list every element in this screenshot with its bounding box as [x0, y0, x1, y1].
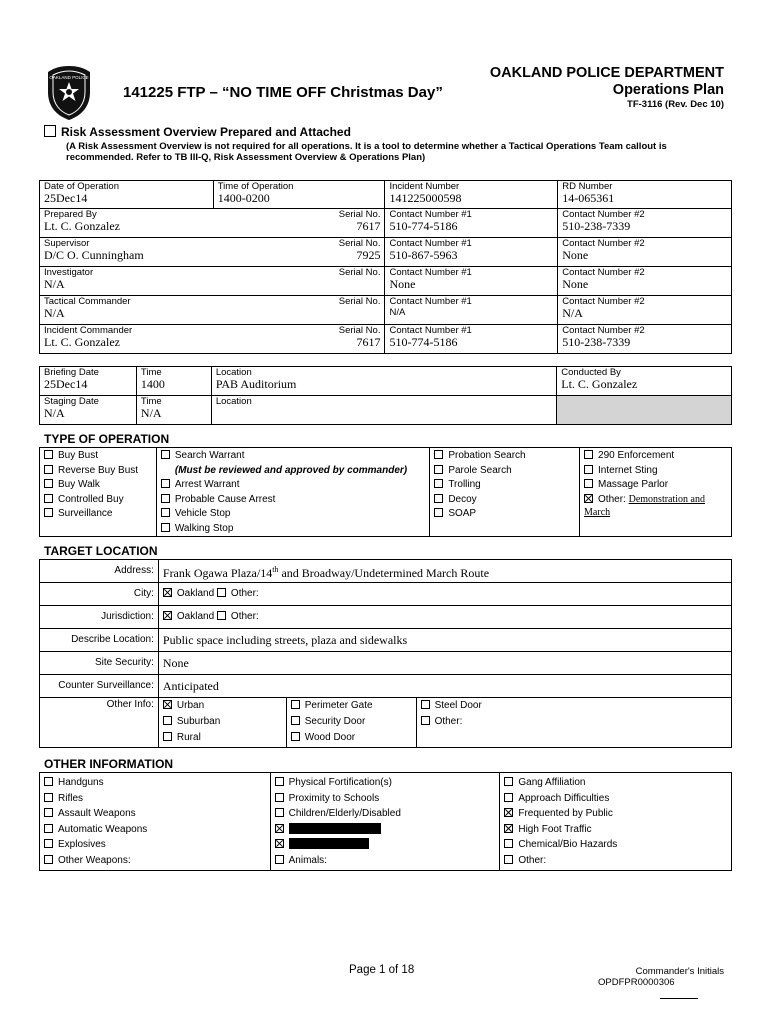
option-label: Buy Bust: [58, 450, 99, 461]
contact1-value: 510-774-5186: [389, 219, 458, 233]
checkbox[interactable]: [434, 465, 443, 474]
contact2-label: Contact Number #2: [562, 238, 645, 249]
checkbox[interactable]: [44, 450, 53, 459]
list-item[interactable]: [291, 730, 412, 746]
serial-number: 7617: [356, 335, 381, 349]
city-label: City:: [40, 583, 159, 606]
incident-label: Incident Number: [389, 181, 460, 192]
list-item[interactable]: [584, 464, 727, 479]
checkbox[interactable]: [421, 716, 430, 725]
list-item[interactable]: [504, 775, 727, 791]
list-item[interactable]: [44, 478, 152, 493]
conducted-by-label: Conducted By: [561, 367, 621, 378]
checkbox[interactable]: [44, 839, 53, 848]
checkbox-checked[interactable]: [584, 494, 593, 503]
checkbox[interactable]: [161, 508, 170, 517]
checkbox[interactable]: [434, 508, 443, 517]
list-item[interactable]: [161, 507, 425, 522]
jurisdiction-other-checkbox[interactable]: [217, 611, 226, 620]
initials-line[interactable]: [660, 998, 698, 999]
role-label: Investigator: [44, 267, 94, 278]
checkbox[interactable]: [44, 824, 53, 833]
list-item[interactable]: [275, 775, 496, 791]
list-item[interactable]: [275, 791, 496, 807]
search-warrant-note: (Must be reviewed and approved by commander): [174, 464, 408, 476]
list-item[interactable]: [44, 449, 152, 464]
list-item[interactable]: [584, 449, 727, 464]
staging-time-label: Time: [140, 396, 162, 407]
list-item[interactable]: [44, 806, 266, 822]
city-oakland-checkbox[interactable]: [163, 588, 172, 597]
checkbox[interactable]: [161, 479, 170, 488]
contact1-label: Contact Number #1: [389, 325, 472, 336]
person-name: N/A: [44, 277, 65, 291]
list-item[interactable]: [44, 853, 266, 869]
list-item[interactable]: [504, 791, 727, 807]
form-number: TF-3116 (Rev. Dec 10): [627, 99, 724, 110]
list-item[interactable]: [421, 698, 727, 714]
type-of-operation-heading: TYPE OF OPERATION: [44, 432, 170, 446]
checkbox[interactable]: [275, 808, 284, 817]
checkbox[interactable]: [44, 465, 53, 474]
risk-assessment-checkbox[interactable]: [44, 125, 56, 137]
contact1-label: Contact Number #1: [389, 296, 472, 307]
briefing-time: 1400: [140, 377, 165, 391]
risk-assessment-label: Risk Assessment Overview Prepared and Attached: [61, 125, 351, 139]
date-of-operation: 25Dec14: [44, 191, 88, 205]
briefing-location: PAB Auditorium: [215, 377, 297, 391]
checkbox[interactable]: [504, 839, 513, 848]
table-row: [40, 238, 732, 267]
list-item[interactable]: [44, 493, 152, 508]
city-other-checkbox[interactable]: [217, 588, 226, 597]
checkbox[interactable]: [44, 855, 53, 864]
other-information-table: [39, 772, 732, 871]
list-item[interactable]: [163, 730, 282, 746]
list-item[interactable]: [44, 775, 266, 791]
operation-info-table: [39, 180, 732, 354]
option-label: Buy Walk: [58, 479, 100, 490]
redaction-bar: [289, 838, 369, 849]
target-location-heading: TARGET LOCATION: [44, 544, 158, 558]
checkbox[interactable]: [161, 494, 170, 503]
option-label: Explosives: [58, 839, 106, 851]
option-label: Animals:: [288, 854, 327, 866]
contact1-value: 510-867-5963: [389, 248, 458, 262]
checkbox[interactable]: [161, 450, 170, 459]
checkbox-checked[interactable]: [163, 700, 172, 709]
checkbox[interactable]: [291, 732, 300, 741]
list-item[interactable]: [161, 493, 425, 508]
other-info-label: Other Info:: [40, 698, 159, 748]
checkbox[interactable]: [163, 732, 172, 741]
list-item[interactable]: [161, 449, 425, 464]
contact2-label: Contact Number #2: [562, 325, 645, 336]
list-item[interactable]: [44, 837, 266, 853]
serial-label: Serial No.: [338, 238, 381, 249]
serial-number: 7617: [356, 219, 381, 233]
table-row: [40, 325, 732, 354]
checkbox[interactable]: [584, 465, 593, 474]
option-label: Frequented by Public: [518, 808, 613, 820]
contact2-label: Contact Number #2: [562, 296, 645, 307]
list-item[interactable]: [434, 464, 575, 479]
checkbox[interactable]: [44, 479, 53, 488]
checkbox[interactable]: [44, 777, 53, 786]
option-label: Other:: [598, 493, 626, 505]
staging-location-label: Location: [215, 396, 252, 407]
contact2-value: 510-238-7339: [562, 219, 631, 233]
contact1-label: Contact Number #1: [389, 209, 472, 220]
option-label: Trolling: [448, 479, 481, 490]
contact2-value: None: [562, 277, 589, 291]
list-item[interactable]: [44, 507, 152, 522]
department-name: OAKLAND POLICE DEPARTMENT: [489, 65, 724, 81]
option-label: Urban: [176, 700, 205, 711]
person-name: D/C O. Cunningham: [44, 248, 144, 262]
option-label: Automatic Weapons: [58, 823, 148, 835]
option-label: Other Weapons:: [58, 854, 131, 866]
serial-label: Serial No.: [338, 325, 381, 336]
briefing-location-label: Location: [215, 367, 252, 378]
address-superscript: th: [272, 564, 279, 574]
role-label: Prepared By: [44, 209, 97, 220]
option-label: Handguns: [58, 777, 104, 788]
option-label: Steel Door: [434, 700, 482, 711]
document-title: 141225 FTP – “NO TIME OFF Christmas Day”: [123, 84, 443, 101]
serial-label: Serial No.: [338, 267, 381, 278]
list-item[interactable]: [504, 822, 727, 838]
contact1-value: N/A: [389, 307, 406, 318]
checkbox-checked[interactable]: [275, 824, 284, 833]
city-other-label: Other:: [230, 587, 259, 599]
checkbox[interactable]: [504, 793, 513, 802]
counter-surveillance-label: Counter Surveillance:: [40, 675, 159, 698]
list-item[interactable]: [163, 698, 282, 714]
jurisdiction-oakland-checkbox[interactable]: [163, 611, 172, 620]
checkbox[interactable]: [434, 450, 443, 459]
serial-number: 7925: [356, 248, 381, 262]
option-label: Decoy: [448, 493, 477, 505]
list-item[interactable]: [504, 853, 727, 869]
time-label: Time of Operation: [217, 181, 294, 192]
checkbox[interactable]: [504, 777, 513, 786]
option-label: Suburban: [176, 716, 221, 727]
redaction-bar: [289, 823, 381, 834]
checkbox[interactable]: [584, 450, 593, 459]
time-of-operation: 1400-0200: [217, 191, 270, 205]
contact1-value: None: [389, 277, 416, 291]
option-label: Security Door: [304, 716, 366, 727]
list-item[interactable]: [434, 493, 575, 508]
option-label: Wood Door: [304, 732, 356, 743]
staging-date-label: Staging Date: [44, 396, 99, 407]
option-label: Physical Fortification(s): [288, 777, 392, 788]
risk-assessment-note: (A Risk Assessment Overview is not required for all operations. It is a tool to determine whether a Tactical Operations Team callout is recommended. Refer to TB III-Q, Risk Assessment Overview & Operations Plan): [66, 141, 667, 163]
address-value-rest: and Broadway/Undetermined March Route: [278, 565, 490, 580]
target-location-table: [39, 559, 732, 748]
option-label: Approach Difficulties: [518, 792, 610, 804]
option-label: Massage Parlor: [598, 479, 669, 490]
grey-cell: [557, 396, 732, 425]
option-label: Assault Weapons: [58, 808, 136, 820]
briefing-table: [39, 366, 732, 425]
other-operation-value-cont: March: [584, 507, 611, 518]
option-label: Rural: [176, 732, 201, 743]
person-name: N/A: [44, 306, 65, 320]
option-label: Parole Search: [448, 464, 512, 476]
option-label: Controlled Buy: [58, 493, 124, 505]
role-label: Supervisor: [44, 238, 90, 249]
list-item[interactable]: [44, 464, 152, 479]
rd-label: RD Number: [562, 181, 613, 192]
checkbox[interactable]: [504, 855, 513, 864]
checkbox[interactable]: [275, 777, 284, 786]
option-label: SOAP: [448, 508, 477, 519]
badge-text: OAKLAND POLICE: [49, 75, 89, 80]
list-item[interactable]: [584, 478, 727, 493]
jurisdiction-other-label: Other:: [230, 610, 259, 622]
role-label: Incident Commander: [44, 325, 133, 336]
list-item[interactable]: [434, 478, 575, 493]
checkbox[interactable]: [163, 716, 172, 725]
checkbox[interactable]: [434, 479, 443, 488]
list-item[interactable]: [421, 714, 727, 730]
briefing-date: 25Dec14: [44, 377, 88, 391]
police-badge-logo: [44, 64, 94, 122]
list-item[interactable]: [44, 822, 266, 838]
checkbox[interactable]: [291, 700, 300, 709]
option-label: High Foot Traffic: [518, 823, 592, 835]
option-label: Search Warrant: [174, 450, 245, 461]
address-label: Address:: [40, 560, 159, 583]
checkbox-checked[interactable]: [504, 824, 513, 833]
jurisdiction-oakland-label: Oakland: [176, 610, 215, 622]
list-item[interactable]: [584, 493, 727, 508]
checkbox[interactable]: [44, 494, 53, 503]
list-item[interactable]: [44, 791, 266, 807]
checkbox[interactable]: [44, 808, 53, 817]
option-label: Internet Sting: [598, 464, 658, 476]
list-item[interactable]: [275, 837, 496, 853]
contact2-label: Contact Number #2: [562, 209, 645, 220]
date-label: Date of Operation: [44, 181, 119, 192]
checkbox[interactable]: [44, 508, 53, 517]
contact2-value: 510-238-7339: [562, 335, 631, 349]
describe-label: Describe Location:: [40, 629, 159, 652]
list-item[interactable]: [504, 806, 727, 822]
list-item[interactable]: [275, 853, 496, 869]
option-label: Gang Affiliation: [518, 777, 586, 788]
plan-title: Operations Plan: [612, 82, 724, 98]
serial-label: Serial No.: [338, 296, 381, 307]
option-label: Perimeter Gate: [304, 700, 373, 711]
option-label: Walking Stop: [174, 522, 234, 534]
list-item[interactable]: [291, 698, 412, 714]
checkbox[interactable]: [434, 494, 443, 503]
option-label: Chemical/Bio Hazards: [518, 839, 618, 851]
site-security-label: Site Security:: [40, 652, 159, 675]
checkbox[interactable]: [275, 855, 284, 864]
checkbox[interactable]: [275, 793, 284, 802]
option-label: Other:: [434, 716, 463, 727]
table-row: [40, 267, 732, 296]
option-label: Arrest Warrant: [174, 479, 240, 490]
table-row: [40, 209, 732, 238]
staging-time: N/A: [140, 406, 162, 420]
jurisdiction-label: Jurisdiction:: [40, 606, 159, 629]
option-label: Proximity to Schools: [288, 792, 380, 804]
list-item[interactable]: [275, 806, 496, 822]
site-security-value: None: [158, 652, 731, 675]
bates-number: OPDFPR0000306: [598, 977, 675, 988]
option-label: Vehicle Stop: [174, 508, 231, 519]
counter-surveillance-value: Anticipated: [158, 675, 731, 698]
contact2-value: None: [562, 248, 589, 262]
table-row: [40, 296, 732, 325]
option-label: Other:: [518, 854, 547, 866]
option-label: Surveillance: [58, 508, 113, 519]
other-operation-value: Demonstration and: [628, 493, 705, 505]
list-item[interactable]: [291, 714, 412, 730]
page-number: Page 1 of 18: [349, 964, 415, 976]
serial-label: Serial No.: [338, 209, 381, 220]
conducted-by: Lt. C. Gonzalez: [561, 377, 638, 391]
briefing-time-label: Time: [140, 367, 162, 378]
checkbox[interactable]: [421, 700, 430, 709]
contact2-label: Contact Number #2: [562, 267, 645, 278]
list-item[interactable]: [275, 822, 496, 838]
contact2-value: N/A: [562, 306, 583, 320]
checkbox-checked[interactable]: [504, 808, 513, 817]
checkbox[interactable]: [161, 523, 170, 532]
briefing-date-label: Briefing Date: [44, 367, 99, 378]
list-item[interactable]: [504, 837, 727, 853]
list-item[interactable]: [434, 507, 575, 522]
city-oakland-label: Oakland: [176, 587, 215, 599]
option-label: Children/Elderly/Disabled: [288, 808, 401, 820]
other-information-heading: OTHER INFORMATION: [44, 757, 174, 771]
contact1-label: Contact Number #1: [389, 267, 472, 278]
incident-number: 141225000598: [389, 191, 462, 205]
contact1-value: 510-774-5186: [389, 335, 458, 349]
option-label: Rifles: [58, 792, 84, 804]
list-item[interactable]: [434, 449, 575, 464]
list-item[interactable]: [163, 714, 282, 730]
checkbox[interactable]: [44, 793, 53, 802]
commanders-initials-label: Commander's Initials: [635, 966, 724, 977]
option-label: 290 Enforcement: [598, 450, 675, 461]
describe-value: Public space including streets, plaza and sidewalks: [158, 629, 731, 652]
checkbox-checked[interactable]: [275, 839, 284, 848]
rd-number: 14-065361: [562, 191, 615, 205]
person-name: Lt. C. Gonzalez: [44, 219, 120, 233]
address-value: Frank Ogawa Plaza/14: [162, 565, 273, 580]
option-label: Probation Search: [448, 450, 526, 461]
list-item[interactable]: [161, 478, 425, 493]
option-label: Reverse Buy Bust: [58, 464, 139, 476]
person-name: Lt. C. Gonzalez: [44, 335, 120, 349]
checkbox[interactable]: [584, 479, 593, 488]
role-label: Tactical Commander: [44, 296, 131, 307]
type-of-operation-table: [39, 447, 732, 537]
checkbox[interactable]: [291, 716, 300, 725]
contact1-label: Contact Number #1: [389, 238, 472, 249]
option-label: Probable Cause Arrest: [174, 493, 276, 505]
list-item[interactable]: [161, 522, 425, 537]
staging-date: N/A: [44, 406, 65, 420]
